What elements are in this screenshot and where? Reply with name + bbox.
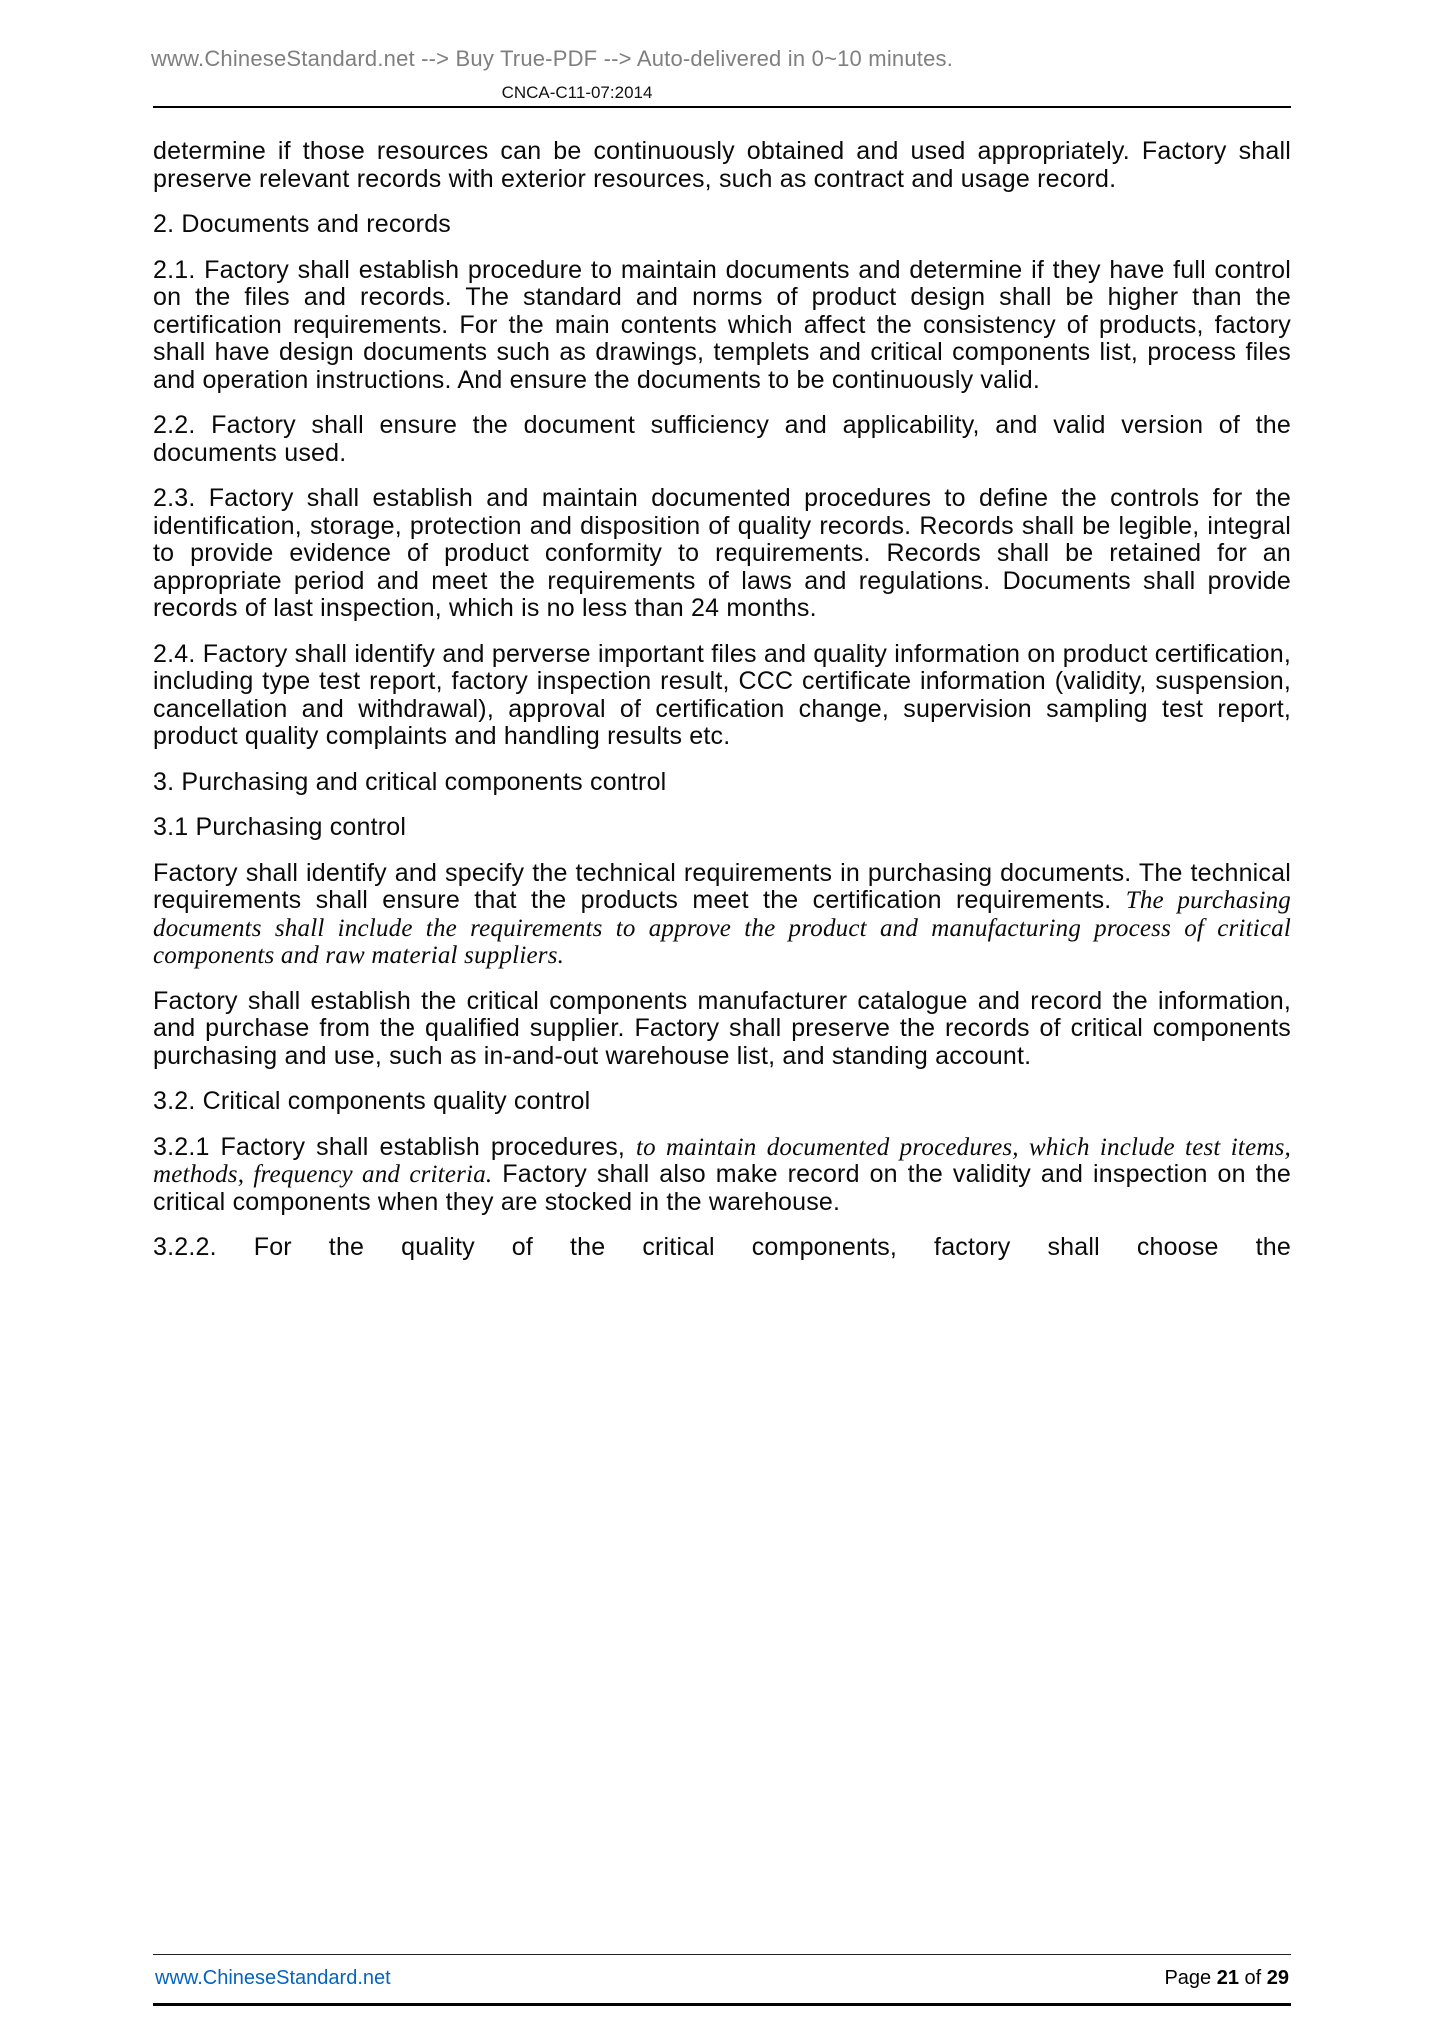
text-run: 3.1 Purchasing control [153, 813, 407, 841]
text-run: 2.1. Factory shall establish procedure to maintain documents and determine if they have full control on the files and records. The standard and norms of product design shall be higher than the certification requirements. For the main contents which affect the consistency of products, factory shall have design documents such as drawings, templets and critical components list, process files and operation instructions. And ensure the documents to be continuously valid. [153, 255, 1291, 394]
paragraph [153, 257, 1291, 395]
text-run: 2.2. Factory shall ensure the document sufficiency and applicability, and valid version of the documents used. [153, 411, 1291, 467]
header-rule [153, 106, 1291, 108]
page-number [1164, 1967, 1289, 1990]
section-heading [153, 1088, 1291, 1116]
header-promo: www.ChineseStandard.net --> Buy True-PDF --> Auto-delivered in 0~10 minutes. [150, 46, 954, 71]
paragraph [153, 641, 1291, 751]
page-current: 21 [1216, 1967, 1239, 1989]
text-run: 3.2. Critical components quality control [153, 1087, 591, 1115]
text-run: The purchasing documents shall include the requirements to approve the product and manufacturing process of critical components and raw material suppliers. [153, 887, 1291, 969]
text-run: to maintain documented procedures, which include test items, methods, frequency and criteria. [153, 1133, 1291, 1188]
page-total: 29 [1266, 1967, 1289, 1989]
of-label: of [1238, 1967, 1267, 1989]
text-run: 2.3. Factory shall establish and maintain documented procedures to define the controls for the identification, storage, protection and disposition of quality records. Records shall be legible, integral to provide evidence of product conformity to requirements. Records shall be retained for an appropriate period and meet the requirements of laws and regulations. Documents shall provide records of last inspection, which is no less than 24 months. [153, 484, 1291, 622]
paragraph [153, 988, 1291, 1071]
section-heading [153, 211, 1291, 239]
paragraph [153, 1234, 1291, 1262]
text-run: Factory shall establish the critical components manufacturer catalogue and record the information, and purchase from the qualified supplier. Factory shall preserve the records of critical components purchasing and use, such as in-and-out warehouse list, and standing account. [153, 986, 1291, 1070]
footer-site-link[interactable]: www.ChineseStandard.net [155, 1967, 391, 1989]
document-body [153, 138, 1291, 1280]
paragraph [153, 412, 1291, 467]
text-run: 3.2.1 Factory shall establish procedures, [153, 1132, 636, 1161]
footer-row [153, 1955, 1291, 2003]
section-heading [153, 769, 1291, 797]
footer-rule-bottom [153, 2003, 1291, 2006]
section-heading [153, 814, 1291, 842]
text-run: 3. Purchasing and critical components control [153, 767, 667, 796]
text-run: 2. Documents and records [153, 210, 452, 238]
paragraph [153, 860, 1291, 970]
text-run: Factory shall identify and specify the technical requirements in purchasing documents. The technical requirements shall ensure that the products meet the certification requirements. [153, 858, 1291, 914]
text-run: 3.2.2. For the quality of the critical components, factory shall choose the [153, 1233, 1291, 1261]
page-footer [153, 1954, 1291, 2006]
page-label: Page [1164, 1967, 1217, 1989]
paragraph [153, 485, 1291, 623]
text-run: determine if those resources can be continuously obtained and used appropriately. Factory shall preserve relevant records with exterior resources, such as contract and usage record. [153, 137, 1291, 193]
paragraph [153, 1134, 1291, 1217]
document-number: CNCA-C11-07:2014 [501, 83, 653, 102]
text-run: 2.4. Factory shall identify and perverse important files and quality information on product certification, including type test report, factory inspection result, CCC certificate information (validity, suspension, cancellation and withdrawal), approval of certification change, supervision sampling test report, product quality complaints and handling results etc. [153, 639, 1291, 750]
text-run: Factory shall also make record on the validity and inspection on the critical components when they are stocked in the warehouse. [153, 1160, 1291, 1216]
paragraph [153, 138, 1291, 193]
